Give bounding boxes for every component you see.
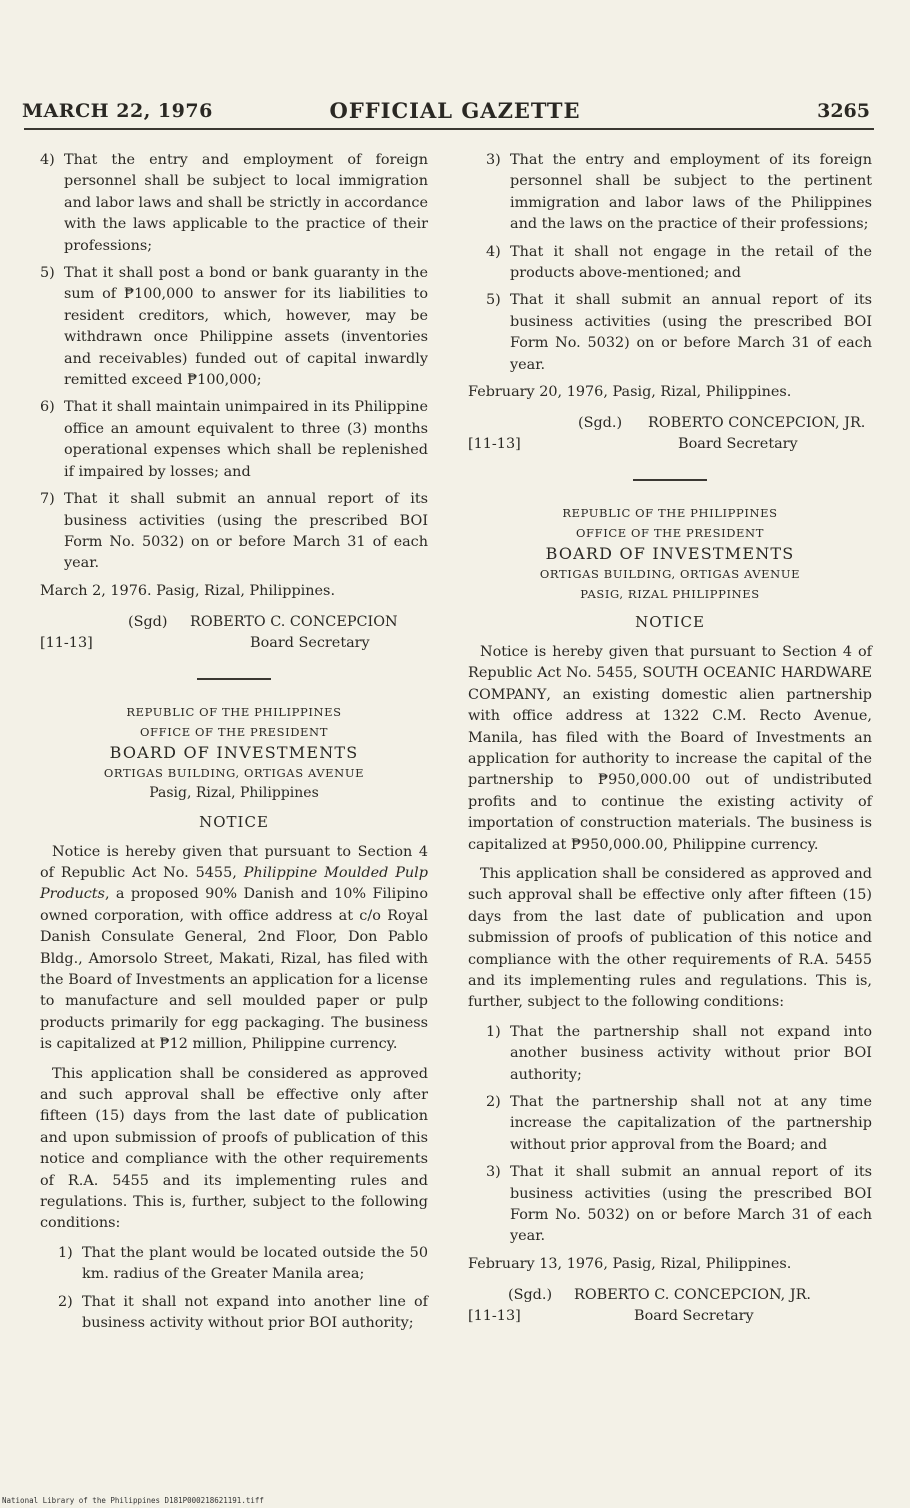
notice-block	[468, 503, 872, 1331]
issue-reference: [11-13]	[40, 635, 93, 652]
signatory-role: Board Secretary	[250, 635, 370, 652]
signatory-role: Board Secretary	[634, 1308, 754, 1325]
condition-item	[40, 397, 428, 483]
condition-number: 6)	[40, 399, 55, 416]
sgd-label: (Sgd.)	[508, 1287, 553, 1304]
scan-footer: National Library of the Philippines D181P000218621191.tiff	[2, 1496, 264, 1505]
condition-text: That the entry and employment of foreign personnel shall be subject to local immigration and labor laws and shall be strictly in accordance with the laws applicable to the practice of their professions;	[64, 152, 428, 254]
signatory-name: ROBERTO C. CONCEPCION, JR.	[574, 1287, 812, 1304]
notice-paragraph	[468, 642, 872, 856]
notice-block	[40, 702, 428, 1334]
notice-paragraph	[40, 842, 428, 1056]
condition-number: 3)	[486, 152, 501, 168]
condition-text: That it shall post a bond or bank guaranty in the sum of ₱100,000 to answer for its liabilities to resident creditors, which, however, may be withdrawn once Philippine assets (inventories and receivables) funded out of capital inwardly remitted exceed ₱100,000;	[64, 265, 428, 389]
company-name: SOUTH OCEANIC HARDWARE COMPANY	[468, 665, 872, 703]
header-rule	[24, 128, 874, 130]
signatory-name: ROBERTO CONCEPCION, JR.	[648, 415, 866, 432]
condition-number: 1)	[486, 1023, 501, 1040]
condition-number: 2)	[486, 1094, 501, 1110]
condition-text: That it shall submit an annual report of its business activities (using the prescribed BOI Form No. 5032) on or before March 31 of each year.	[510, 1164, 872, 1245]
place-heading: Pasig, Rizal, Philippines	[149, 785, 319, 802]
condition-item	[40, 150, 428, 257]
condition-item	[40, 263, 428, 391]
left-column	[40, 150, 428, 1340]
condition-item	[486, 242, 872, 285]
signatory-name: ROBERTO C. CONCEPCION	[190, 614, 398, 631]
section-divider	[633, 479, 707, 481]
condition-item	[58, 1243, 428, 1286]
condition-text: That it shall not engage in the retail of the products above-mentioned; and	[510, 243, 872, 282]
condition-number: 4)	[40, 152, 55, 168]
condition-text: That it shall submit an annual report of its business activities (using the prescribed BOI Form No. 5032) on or before March 31 of each year.	[510, 292, 872, 373]
notice-paragraph: This application shall be considered as approved and such approval shall be effective only after fifteen (15) days from the last date of publication and upon submission of proofs of publication of this notice and compliance with the other requirements of R.A. 5455 and its implementing rules and regulations. This is, further, subject to the following conditions:	[468, 865, 872, 1011]
condition-text: That the partnership shall not expand into another business activity without prior BOI authority;	[510, 1023, 872, 1083]
board-heading: BOARD OF INVESTMENTS	[109, 743, 359, 763]
condition-text: That the plant would be located outside the 50 km. radius of the Greater Manila area;	[82, 1244, 428, 1283]
office-heading: OFFICE OF THE PRESIDENT	[576, 526, 764, 541]
condition-text: That the partnership shall not at any time increase the capitalization of the partnership without prior approval from the Board; and	[510, 1094, 872, 1153]
condition-item	[486, 150, 872, 236]
dateline: February 20, 1976, Pasig, Rizal, Philippines.	[468, 384, 792, 401]
paragraph-text: Notice is hereby given that pursuant to Section 4 of Republic Act No. 5455,	[468, 643, 872, 682]
page-header	[0, 96, 910, 136]
paragraph-text: Notice is hereby given that pursuant to Section 4 of Republic Act No. 5455,	[40, 843, 428, 881]
office-heading: OFFICE OF THE PRESIDENT	[140, 725, 328, 740]
notice-title: NOTICE	[635, 613, 705, 632]
header-title: OFFICIAL GAZETTE	[329, 98, 581, 123]
issue-reference: [11-13]	[468, 1308, 521, 1325]
condition-item	[486, 1022, 872, 1086]
signature-block	[40, 612, 428, 658]
republic-heading: REPUBLIC OF THE PHILIPPINES	[126, 705, 342, 720]
condition-text: That it shall not expand into another line of business activity without prior BOI authority;	[82, 1293, 428, 1332]
condition-item	[486, 290, 872, 376]
condition-text: That the entry and employment of its foreign personnel shall be subject to the pertinent immigration and labor laws of the Philippines and the laws on the practice of their professions;	[510, 152, 872, 233]
place-heading: PASIG, RIZAL PHILIPPINES	[580, 587, 760, 602]
signature-block	[468, 413, 872, 459]
signatory-role: Board Secretary	[678, 436, 798, 453]
dateline: February 13, 1976, Pasig, Rizal, Philippines.	[468, 1255, 792, 1272]
signature-block	[468, 1285, 872, 1331]
header-date: MARCH 22, 1976	[22, 100, 213, 122]
condition-item	[486, 1092, 872, 1156]
condition-text: That it shall maintain unimpaired in its Philippine office an amount equivalent to three (3) months operational expenses which shall be replenished if impaired by losses; and	[64, 399, 428, 480]
building-heading: ORTIGAS BUILDING, ORTIGAS AVENUE	[539, 567, 801, 582]
paragraph-text: , an existing domestic alien partnership with office address at 1322 C.M. Recto Avenue, Manila, has filed with the Board of Investments an application for authority to increase the capital of the partnership to ₱950,000.00 out of undistributed profits and to continue the existing activity of importation of construction materials. The business is capitalized at ₱950,000.00, Philippine currency.	[468, 686, 872, 853]
sgd-label: (Sgd)	[128, 614, 168, 631]
condition-item	[58, 1292, 428, 1335]
right-column	[468, 150, 872, 1335]
page-number: 3265	[817, 100, 870, 122]
notice-title: NOTICE	[199, 813, 269, 832]
previous-notice-conditions	[40, 150, 428, 575]
previous-notice-conditions	[486, 150, 872, 376]
condition-text: That it shall submit an annual report of its business activities (using the prescribed BOI Form No. 5032) on or before March 31 of each year.	[64, 491, 428, 572]
sgd-label: (Sgd.)	[578, 415, 623, 432]
condition-number: 5)	[486, 292, 501, 309]
section-divider	[197, 678, 271, 680]
building-heading: ORTIGAS BUILDING, ORTIGAS AVENUE	[103, 766, 365, 781]
dateline: March 2, 1976. Pasig, Rizal, Philippines.	[40, 582, 336, 599]
company-name: Philippine Moulded Pulp Products	[40, 864, 428, 903]
condition-number: 1)	[58, 1244, 73, 1261]
condition-item	[486, 1162, 872, 1248]
condition-number: 3)	[486, 1164, 501, 1181]
condition-number: 7)	[40, 491, 55, 508]
board-heading: BOARD OF INVESTMENTS	[545, 544, 795, 564]
condition-number: 4)	[486, 243, 501, 260]
issue-reference: [11-13]	[468, 436, 521, 453]
condition-number: 2)	[58, 1293, 73, 1310]
condition-item	[40, 489, 428, 575]
republic-heading: REPUBLIC OF THE PHILIPPINES	[562, 506, 778, 521]
notice-paragraph: This application shall be considered as approved and such approval shall be effective only after fifteen (15) days from the last date of publication and upon submission of proofs of publication of this notice and compliance with the other requirements of R.A. 5455 and its implementing rules and regulations. This is, further, subject to the following conditions:	[40, 1065, 428, 1232]
paragraph-text: , a proposed 90% Danish and 10% Filipino owned corporation, with office address at c/o Royal Danish Consulate General, 2nd Floor, Don Pablo Bldg., Amorsolo Street, Makati, Rizal, has filed with the Board of Investments an application for a license to manufacture and sell moulded paper or pulp products primarily for egg packaging. The business is capitalized at ₱12 million, Philippine currency.	[40, 886, 428, 1053]
condition-number: 5)	[40, 265, 55, 282]
